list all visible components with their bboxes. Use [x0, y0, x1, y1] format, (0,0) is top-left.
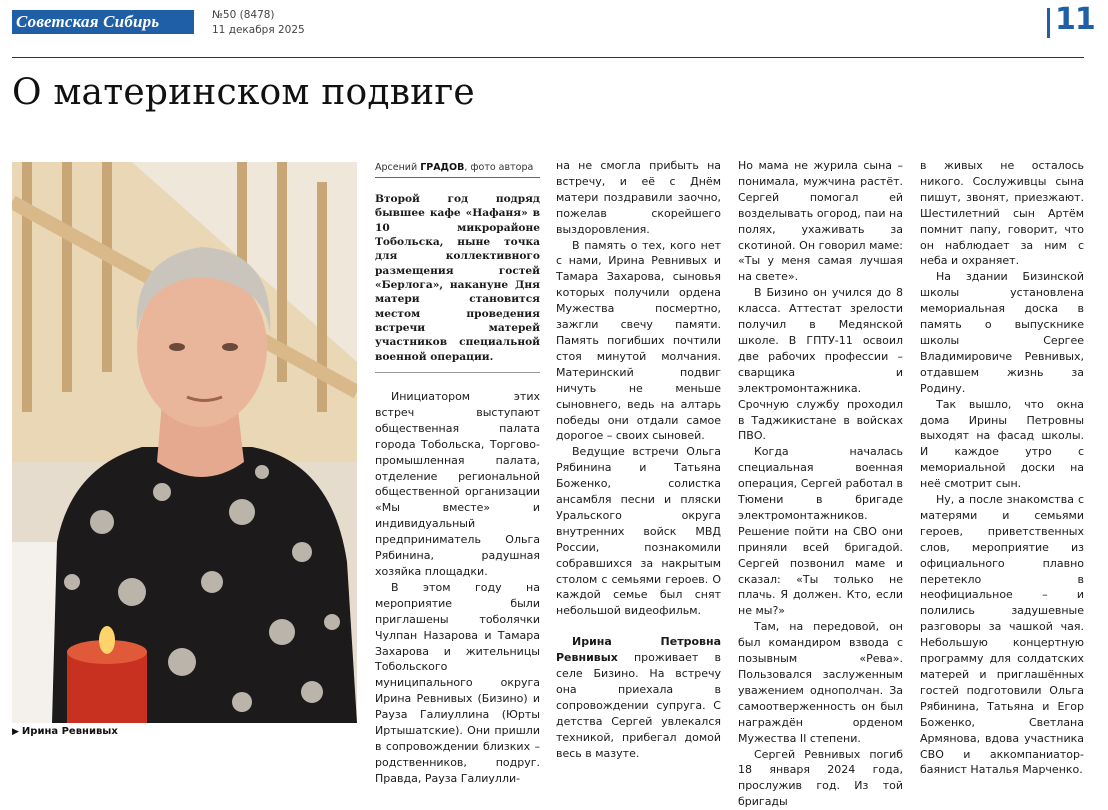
- article-lead: Второй год подряд бывшее кафе «Нафаня» в 10 микрорайоне Тобольска, ныне точка для коллективного размещения гостей «Берлога», накануне Дня матери становится местом проведения встречи матерей участников специальной военной операции.: [375, 193, 540, 363]
- caption-text: Ирина Ревнивых: [21, 726, 118, 737]
- caption-marker-icon: ▶: [12, 727, 19, 737]
- byline-suffix: , фото автора: [464, 162, 534, 173]
- paragraph: В этом году на мероприятие были приглашены тоболячки Чулпан Назарова и Тамара Захарова и жительницы Тобольского муниципального округа Ирина Ревнивых (Бизино) и Рауза Галиуллина (Юрты Иртышатские). Они пришли в сопровождении близких – родственников, подруг. Правда, Рауза Галиулли-: [375, 580, 540, 785]
- paragraph: Там, на передовой, он был командиром взвода с позывным «Рева». Пользовался заслуженным уважением однополчан. За самоотверженность он был награждён орденом Мужества II степени.: [738, 620, 903, 745]
- paragraph: Ну, а после знакомства с матерями и семьями героев, приветственных слов, мероприятие из официального плавно перетекло в неофициальное – и полились задушевные разговоры за чашкой чая. Небольшую концертную программу для солдатских матерей и приглашённых гостей подготовили Ольга Рябинина, Татьяна и Егор Боженко, Светлана Армянова, вдова участника СВО и аккомпаниатор-баянист Наталья Марченко.: [920, 493, 1084, 777]
- paragraph-rest: проживает в селе Бизино. На встречу она приехала в сопровождении супруга. С детства Сергей увлекался техникой, прибегал домой весь в мазуте.: [556, 651, 721, 760]
- paragraph: Инициатором этих встреч выступают общественная палата города Тобольска, Торгово-промышленная палата, отделение региональной общественной организации «Мы вместе» и индивидуальный предприниматель Ольга Рябинина, радушная хозяйка площадки.: [375, 390, 540, 578]
- article-byline: [375, 162, 540, 178]
- page-number: 11: [1055, 2, 1095, 37]
- paragraph: В Бизино он учился до 8 класса. Аттестат зрелости получил в Медянской школе. В ГПТУ-11 освоил две рабочих профессии – сварщика и электромонтажника. Срочную службу проходил в Таджикистане в войсках ПВО.: [738, 286, 903, 443]
- header-rule: [12, 57, 1084, 58]
- paragraph: Так вышло, что окна дома Ирины Петровны выходят на фасад школы. И каждое утро с мемориальной доски на неё смотрит сын.: [920, 397, 1084, 491]
- highlighted-name: Ирина Петровна Ревнивых: [556, 635, 721, 665]
- paragraph: Сергей Ревнивых погиб 18 января 2024 года, прослужив год. Из той бригады: [738, 747, 903, 809]
- paragraph: [556, 634, 721, 761]
- paragraph-spacer: [556, 619, 721, 634]
- photo-caption: [12, 726, 118, 737]
- text-column-2: [556, 158, 721, 762]
- paragraph: На здании Бизинской школы установлена мемориальная доска в память о выпускнике школы Сергее Владимировиче Ревнивых, отдавшем жизнь за Родину.: [920, 270, 1084, 395]
- page-number-bar: [1047, 8, 1050, 38]
- issue-date: 11 декабря 2025: [212, 24, 305, 36]
- paragraph: Но мама не журила сына – понимала, мужчина растёт. Сергей помогал ей возделывать огород, паи на полях, ухаживать за скотиной. Он говорил маме: «Ты у меня самая лучшая на свете».: [738, 159, 903, 284]
- text-column-1: [375, 389, 540, 787]
- newspaper-logo: Советская Сибирь: [12, 10, 194, 34]
- paragraph: Ведущие встречи Ольга Рябинина и Татьяна Боженко, солистка ансамбля песни и пляски Уральского округа внутренних войск МВД России, познакомили собравшихся за накрытым столом с семьями героев. О каждой семье был снят небольшой видеофильм.: [556, 445, 721, 618]
- text-column-3: [738, 158, 903, 810]
- issue-number: №50 (8478): [212, 9, 275, 21]
- byline-prefix: Арсений: [375, 162, 421, 173]
- paragraph: в живых не осталось никого. Сослуживцы сына пишут, звонят, приезжают. Шестилетний сын Артём помнит папу, говорит, что он наблюдает за ним с неба и охраняет.: [920, 159, 1084, 268]
- text-column-4: [920, 158, 1084, 778]
- byline-author: ГРАДОВ: [420, 162, 465, 173]
- article-headline: О материнском подвиге: [12, 72, 475, 113]
- portrait-illustration: [12, 162, 357, 723]
- paragraph: на не смогла прибыть на встречу, и её с Днём матери поздравили заочно, пожелав скорейшего выздоровления.: [556, 159, 721, 236]
- paragraph: Когда началась специальная военная операция, Сергей работал в Тюмени в бригаде электромонтажников. Решение пойти на СВО они приняли всей бригадой. Сергей позвонил маме и сказал: «Ты только не плачь. Я должен. Кто, если не мы?»: [738, 445, 903, 618]
- paragraph: В память о тех, кого нет с нами, Ирина Ревнивых и Тамара Захарова, сыновья которых получили ордена Мужества посмертно, зажгли свечу памяти. Память погибших почтили стоя минутой молчания. Материнский подвиг ничуть не меньше сыновнего, ведь на алтарь победы они отдали самое дорогое – своих сыновей.: [556, 238, 721, 443]
- article-photo: [12, 162, 357, 723]
- lead-separator: [375, 372, 540, 373]
